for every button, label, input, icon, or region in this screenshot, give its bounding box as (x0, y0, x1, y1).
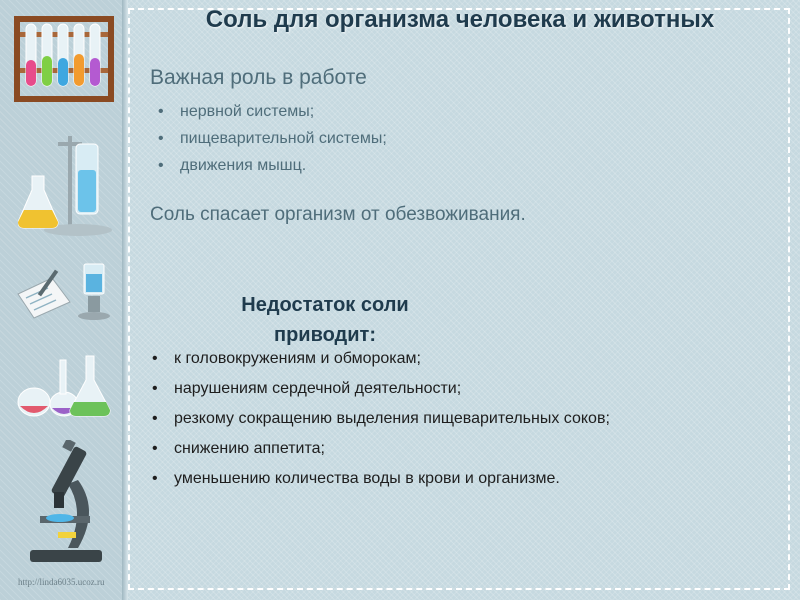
slide-title: Соль для организма человека и животных (205, 6, 715, 33)
list-item: • уменьшению количества воды в крови и организме. (148, 466, 738, 491)
shortage-heading: Недостаток соли приводит: (241, 294, 409, 346)
list-item: • нервной системы; (154, 98, 387, 125)
list-item: • снижению аппетита; (148, 436, 738, 461)
list-item: • резкому сокращению выделения пищеварительных соков; (148, 406, 738, 431)
list-item: • к головокружениям и обморокам; (148, 346, 738, 371)
role-intro: Важная роль в работе (150, 66, 367, 89)
effects-list (148, 346, 738, 496)
dehydration-statement: Соль спасает организм от обезвоживания. (150, 204, 526, 225)
list-item: • пищеварительной системы; (154, 125, 387, 152)
test-tube-rack-icon (10, 12, 120, 104)
list-item: • нарушениям сердечной деятельности; (148, 376, 738, 401)
sidebar (0, 0, 122, 600)
notebook-burner-icon (12, 258, 116, 324)
flasks-icon (18, 130, 118, 240)
microscope-icon (24, 440, 110, 566)
list-item: • движения мышц. (154, 152, 387, 179)
role-list (154, 98, 387, 179)
colored-flasks-icon (16, 346, 116, 422)
footer-url[interactable]: http://linda6035.ucoz.ru (18, 577, 105, 587)
